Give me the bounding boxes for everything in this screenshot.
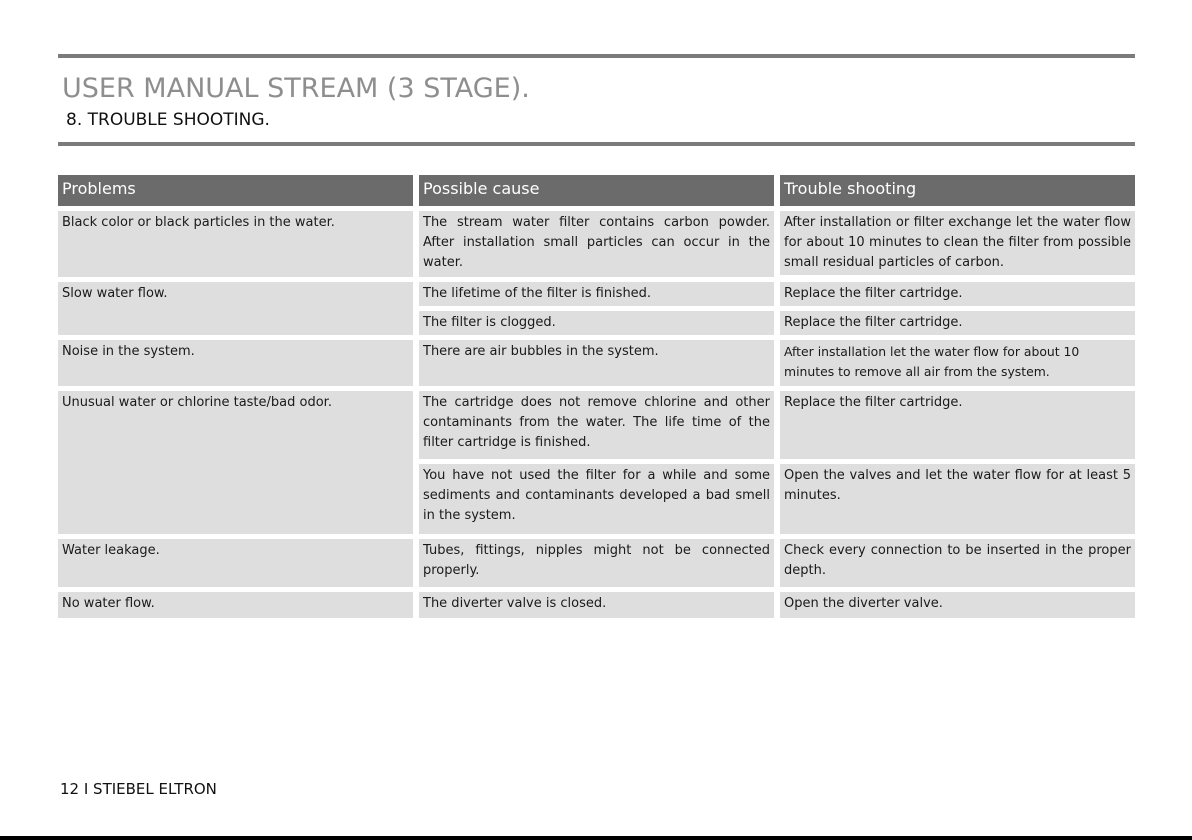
column-header-possible-cause: Possible cause <box>419 175 774 206</box>
problem-cell: Noise in the system. <box>58 340 413 386</box>
page-title: USER MANUAL STREAM (3 STAGE). <box>62 73 530 104</box>
cause-cell: The lifetime of the filter is finished. <box>419 282 774 306</box>
cause-cell: The diverter valve is closed. <box>419 592 774 618</box>
problem-cell: Slow water flow. <box>58 282 413 335</box>
section-title: 8. TROUBLE SHOOTING. <box>66 110 270 130</box>
troubleshooting-table <box>58 175 1135 618</box>
cause-cell: The filter is clogged. <box>419 311 774 335</box>
column-header-trouble-shooting: Trouble shooting <box>780 175 1135 206</box>
solution-cell: Open the diverter valve. <box>780 592 1135 618</box>
solution-cell: Replace the filter cartridge. <box>780 391 1135 459</box>
top-divider <box>58 54 1135 58</box>
problem-cell: Unusual water or chlorine taste/bad odor. <box>58 391 413 534</box>
page-footer: 12 I STIEBEL ELTRON <box>60 780 217 798</box>
solution-cell: After installation let the water flow for about 10 minutes to remove all air from the system. <box>780 340 1135 386</box>
solution-cell: Replace the filter cartridge. <box>780 282 1135 306</box>
problem-cell: Water leakage. <box>58 539 413 587</box>
solution-cell: Replace the filter cartridge. <box>780 311 1135 335</box>
problem-cell: No water flow. <box>58 592 413 618</box>
column-header-problems: Problems <box>58 175 413 206</box>
header-divider <box>58 142 1135 146</box>
cause-cell: You have not used the filter for a while and some sediments and contaminants developed a bad smell in the system. <box>419 464 774 534</box>
problem-cell: Black color or black particles in the water. <box>58 211 413 277</box>
solution-cell: After installation or filter exchange let the water flow for about 10 minutes to clean the filter from possible small residual particles of carbon. <box>780 211 1135 275</box>
cause-cell: There are air bubbles in the system. <box>419 340 774 386</box>
bottom-border <box>0 836 1192 840</box>
solution-cell: Check every connection to be inserted in the proper depth. <box>780 539 1135 587</box>
cause-cell: The cartridge does not remove chlorine and other contaminants from the water. The life time of the filter cartridge is finished. <box>419 391 774 459</box>
solution-cell: Open the valves and let the water flow for at least 5 minutes. <box>780 464 1135 534</box>
cause-cell: Tubes, fittings, nipples might not be connected properly. <box>419 539 774 587</box>
cause-cell: The stream water filter contains carbon powder. After installation small particles can occur in the water. <box>419 211 774 277</box>
